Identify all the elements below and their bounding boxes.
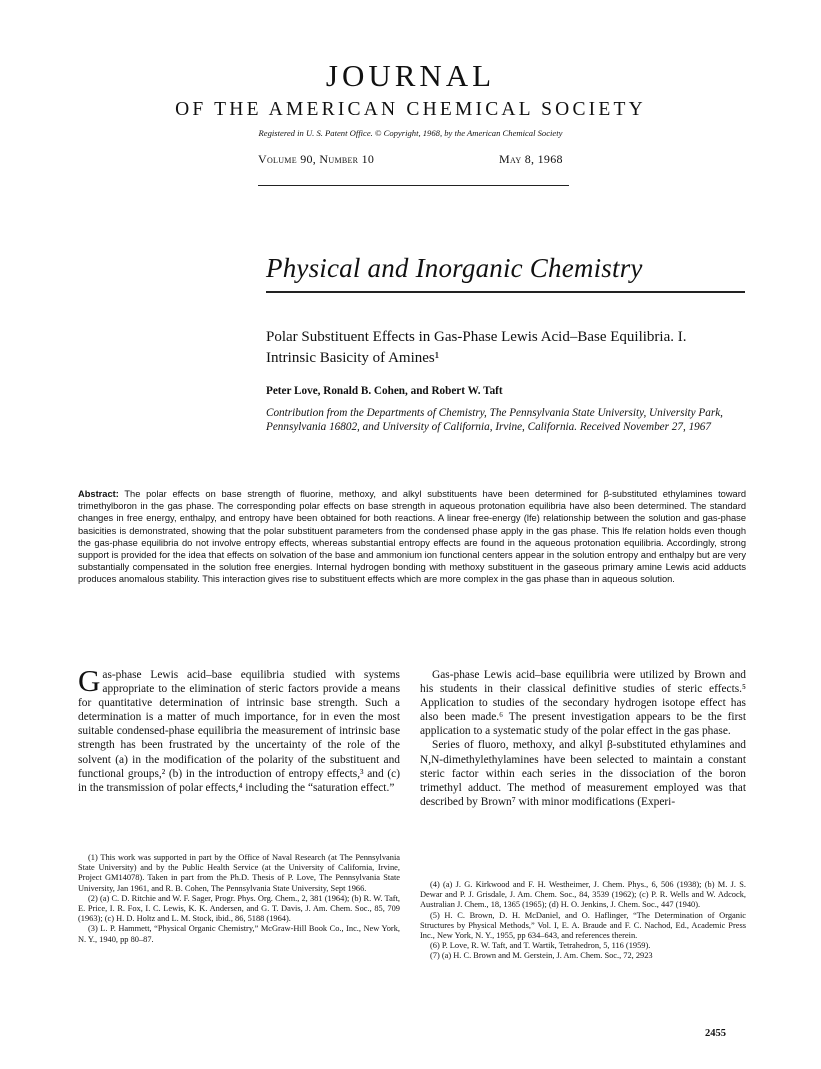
footnote: (3) L. P. Hammett, “Physical Organic Chemistry,” McGraw-Hill Book Co., Inc., New York, N. Y., 1940, pp 80–87. xyxy=(78,924,400,944)
abstract-text: The polar effects on base strength of fluorine, methoxy, and alkyl substituents have been determined for β-substituted ethylamines toward trimethylboron in the gas phase. The corresponding polar effects on base strength in aqueous protonation equilibria have also been determined. The standard changes in free energy, enthalpy, and entropy have been obtained for both reactions. A linear free-energy (lfe) relationship between the solution and gas-phase basicities is demonstrated, showing that the polar substituent parameters from the condensed phase apply in the gas phase. This lfe relation holds even though the gas-phase equilibria do not involve entropy effects, whereas substantial entropy effects are found in the aqueous protonation equilibria. Accordingly, strong support is provided for the idea that effects on solvation of the base and ammonium ion functional centers appear in the solution entropy and enthalpy but are very substantially compensated in the solution free energies. Internal hydrogen bonding with methoxy substituent in the gaseous primary amine Lewis acid adducts produces anomalous stability. This interaction gives rise to substituent effects which are more complex in the gas phase than in aqueous solution. xyxy=(78,489,746,585)
paragraph: Gas-phase Lewis acid–base equilibria were utilized by Brown and his students in their classical definitive studies of steric effects.⁵ Application to studies of the secondary hydrogen isotope effect has also been made.⁶ The present investigation appears to be the first application to a systematic study of the polar effect in the gas phase. xyxy=(420,669,746,738)
paragraph: as-phase Lewis acid–base equilibria studied with systems appropriate to the elimination of steric factors provide a means for quantitative determination of intrinsic base strength. Such a determination is a matter of much importance, for in even the most suitable condensed-phase equilibria the measurement of intrinsic base strength has been frustrated by the uncertainty of the role of the solvent (a) in the modification of the polarity of the substituent and functional groups,² (b) in the introduction of entropy effects,³ and (c) in the transmission of polar effects,⁴ including the “saturation effect.” xyxy=(78,669,400,794)
drop-cap: G xyxy=(78,663,101,698)
body-column-right xyxy=(420,668,746,809)
section-heading: Physical and Inorganic Chemistry xyxy=(266,253,643,283)
issue-date: May 8, 1968 xyxy=(499,152,563,166)
footnote: (1) This work was supported in part by the Office of Naval Research (at The Pennsylvania State University) and by the Public Health Service (at the University of California, Irvine, Project GM14078). Taken in part from the Ph.D. Thesis of P. Love, The Pennsylvania State University, Jan 1961, and R. B. Cohen, The Pennsylvania State University, Sept 1966. xyxy=(78,853,400,893)
volume-number: Volume 90, Number 10 xyxy=(258,152,375,166)
abstract-label: Abstract: xyxy=(78,489,119,499)
footnote: (7) (a) H. C. Brown and M. Gerstein, J. Am. Chem. Soc., 72, 2923 xyxy=(430,951,653,961)
footnote: (4) (a) J. G. Kirkwood and F. H. Westheimer, J. Chem. Phys., 6, 506 (1938); (b) M. J. S. Dewar and P. J. Grisdale, J. Am. Chem. Soc., 84, 3539 (1962); (c) P. R. Wells and W. Adcock, Australian J. Chem., 18, 1365 (1965); (d) H. O. Jenkins, J. Chem. Soc., 447 (1940). xyxy=(420,880,746,910)
footnote: (5) H. C. Brown, D. H. McDaniel, and O. Haflinger, “The Determination of Organic Structures by Physical Methods,” Vol. I, E. A. Braude and F. C. Nachod, Ed., Academic Press Inc., New York, N. Y., 1955, pp 634–643, and references therein. xyxy=(420,910,746,941)
footnotes-left xyxy=(78,853,400,945)
copyright-line: Registered in U. S. Patent Office. © Copyright, 1968, by the American Chemical Society xyxy=(258,128,563,138)
article-authors: Peter Love, Ronald B. Cohen, and Robert W. Taft xyxy=(266,385,503,397)
abstract xyxy=(78,488,746,586)
masthead-rule xyxy=(258,185,569,186)
article-affiliation: Contribution from the Departments of Chemistry, The Pennsylvania State University, University Park, Pennsylvania 16802, and University of California, Irvine, California. Received November 27, 1967 xyxy=(266,407,723,434)
section-rule xyxy=(266,291,745,293)
article-title: Polar Substituent Effects in Gas-Phase Lewis Acid–Base Equilibria. I. Intrinsic Basicity of Amines¹ xyxy=(266,329,687,366)
footnote: (2) (a) C. D. Ritchie and W. F. Sager, Progr. Phys. Org. Chem., 2, 381 (1964); (b) R. W. Taft, E. Price, I. R. Fox, I. C. Lewis, K. K. Andersen, and G. T. Davis, J. Am. Chem. Soc., 85, 709 (1963); (c) H. D. Holtz and L. M. Stock, ibid., 86, 5188 (1964). xyxy=(78,893,400,924)
society-name: OF THE AMERICAN CHEMICAL SOCIETY xyxy=(175,99,646,120)
footnotes-right xyxy=(420,880,746,962)
journal-title: JOURNAL xyxy=(325,58,496,93)
body-column-left xyxy=(78,663,400,795)
paragraph: Series of fluoro, methoxy, and alkyl β-substituted ethylamines and N,N-dimethylethylamines have been selected to maintain a constant steric factor within each series in the dissociation of the boron trimethyl adduct. The method of measurement employed was that described by Brown⁷ with minor modifications (Experi- xyxy=(420,739,746,808)
page-number: 2455 xyxy=(705,1028,726,1039)
footnote: (6) P. Love, R. W. Taft, and T. Wartik, Tetrahedron, 5, 116 (1959). xyxy=(430,941,651,951)
